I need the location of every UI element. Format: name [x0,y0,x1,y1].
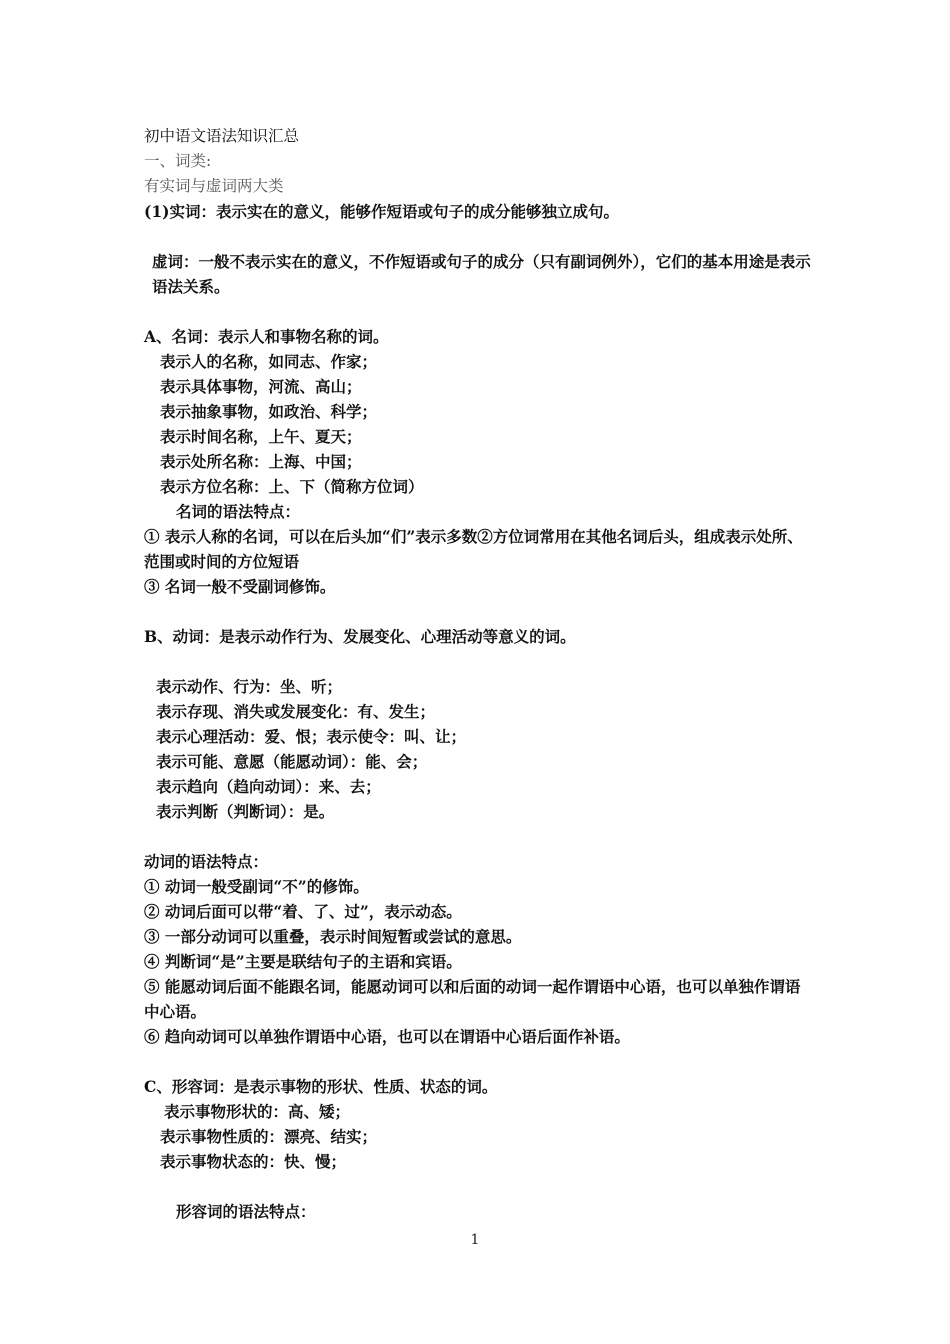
intro-line: 有实词与虚词两大类 [144,177,284,195]
spacer [144,299,814,324]
page-number: 1 [470,1232,480,1248]
xuci-definition: 虚词：一般不表示实在的意义，不作短语或句子的成分（只有副词例外），它们的基本用途是表示语法关系。 [152,252,811,296]
noun-item: 表示方位名称：上、下（简称方位词） [160,477,424,496]
verb-feature: ③ 一部分动词可以重叠，表示时间短暂或尝试的意思。 [144,927,522,946]
noun-item: 表示人的名称，如同志、作家； [160,352,378,371]
document-title: 初中语文语法知识汇总 [144,127,300,145]
verb-item: 表示动作、行为：坐、听； [156,677,343,696]
noun-item: 表示抽象事物，如政治、科学； [160,402,378,421]
adjective-heading: C、形容词：是表示事物的形状、性质、状态的词。 [144,1077,498,1096]
noun-features-title: 名词的语法特点： [176,502,301,521]
verb-feature: ① 动词一般受副词“不”的修饰。 [144,877,369,896]
adjective-item: 表示事物形状的：高、矮； [164,1102,351,1121]
spacer [144,824,814,849]
verb-item: 表示存现、消失或发展变化：有、发生； [156,702,436,721]
verb-feature: ⑥ 趋向动词可以单独作谓语中心语，也可以在谓语中心语后面作补语。 [144,1027,630,1046]
section-heading: 一、词类: [144,152,212,170]
adjective-item: 表示事物状态的：快、慢； [160,1152,347,1171]
adjective-features-title: 形容词的语法特点： [176,1202,316,1221]
noun-feature: ① 表示人称的名词，可以在后头加“们”表示多数②方位词常用在其他名词后头，组成表示处所、范围或时间的方位短语 [144,527,803,571]
verb-features-title: 动词的语法特点： [144,852,269,871]
verb-feature: ② 动词后面可以带“着、了、过”，表示动态。 [144,902,462,921]
spacer [144,224,814,249]
noun-item: 表示处所名称：上海、中国； [160,452,362,471]
spacer [144,599,814,624]
verb-feature: ④ 判断词“是”主要是联结句子的主语和宾语。 [144,952,462,971]
noun-feature: ③ 名词一般不受副词修饰。 [144,577,336,596]
document-body [144,124,814,1224]
spacer [144,1049,814,1074]
noun-item: 表示具体事物，河流、高山； [160,377,362,396]
verb-item: 表示趋向（趋向动词）：来、去； [156,777,381,796]
verb-item: 表示判断（判断词）：是。 [156,802,335,821]
spacer [144,649,814,674]
shici-definition: (1)实词：表示实在的意义，能够作短语或句子的成分能够独立成句。 [144,202,619,221]
spacer [144,1174,814,1199]
noun-heading: A、名词：表示人和事物名称的词。 [144,327,389,346]
verb-item: 表示心理活动：爱、恨；表示使令：叫、让； [156,727,467,746]
verb-item: 表示可能、意愿（能愿动词）：能、会； [156,752,428,771]
verb-heading: B、动词：是表示动作行为、发展变化、心理活动等意义的词。 [144,627,576,646]
adjective-item: 表示事物性质的：漂亮、结实； [160,1127,378,1146]
verb-feature: ⑤ 能愿动词后面不能跟名词，能愿动词可以和后面的动词一起作谓语中心语，也可以单独作谓语中心语。 [144,977,801,1021]
noun-item: 表示时间名称，上午、夏天； [160,427,362,446]
